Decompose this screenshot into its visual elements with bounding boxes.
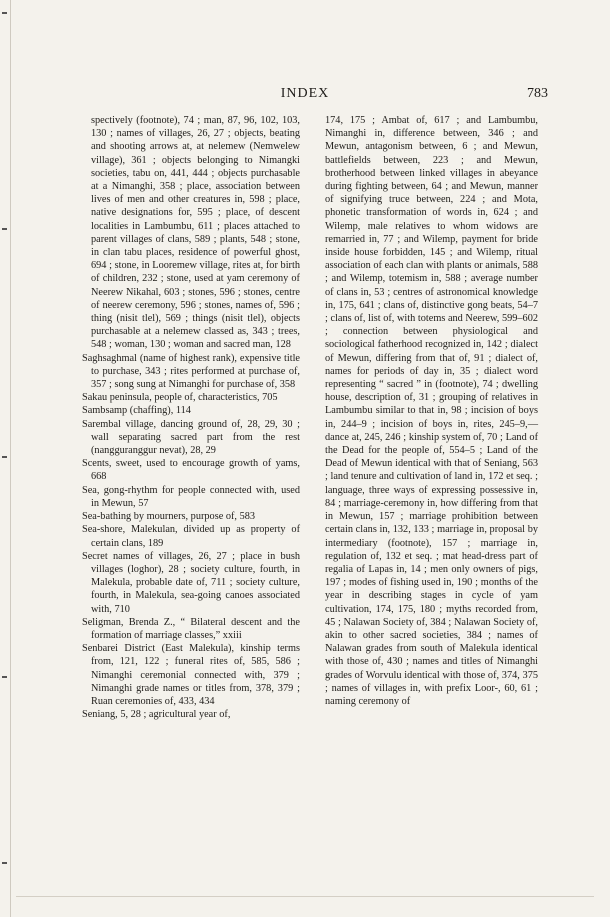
index-entry: spectively (footnote), 74 ; man, 87, 96, 102, 103, 130 ; names of villages, 26, 27 ; objects, beating and shooting arrows at, at nelemew (Nemwelew village), 361 ; objects belonging to Nimangki societies, tabu on, 441, 444 ; objects purchasable at a Nimanghi, 358 ; place, association between lives of men and other creatures in, 598 ; place, native designations for, 595 ; place, of descent localities in Lambumbu, 611 ; places attached to parent villages of clans, 589 ; plants, 548 ; stone, in clan tabu places, residence of powerful ghost, 694 ; stone, in Looremew village, rites at, for birth of children, 232 ; stone, used at yam ceremony of Neerew Nikahal, 603 ; stones, 596 ; stones, centre of neerew ceremony, 596 ; stones, names of, 596 ; thing (nisit tlel), 569 ; things (nisit tlel), objects purchasable at a nelemew classed as, 343 ; trees, 548 ; woman, 130 ; woman and sacred man, 128 (91, 115, 300, 351)
index-entry: Sambsamp (chaffing), 114 (82, 405, 191, 417)
index-entry: Sea-bathing by mourners, purpose of, 583 (82, 511, 256, 523)
index-entry: Secret names of villages, 26, 27 ; place in bush villages (loghor), 28 ; society culture, fourth, in Malekula, probable date of, 711 ; society culture, fourth, in Malekula, sea-going canoes associated with, 710 (82, 550, 300, 615)
binding-notch (2, 12, 7, 14)
binding-notch (2, 456, 7, 458)
index-entry: 174, 175 ; Ambat of, 617 ; and Lambumbu, Nimanghi in, difference between, 346 ; and Mewun, antagonism between, 6 ; and Mewun, battlefields between, 223 ; and Mewun, brotherhood between linked villages in abeyance during fighting between, 64 ; and Mewun, manner of signifying truce between, 224 ; and Mota, phonetic transformation of words in, 624 ; and Wilemp, male relatives to whom widows are remarried in, 77 ; and Wilemp, payment for bride inside house forbidden, 145 ; and Wilemp, ritual association of each clan with plants or animals, 588 ; and Wilemp, totemism in, 588 ; average number of clans in, 53 ; centres of astronomical knowledge in, 175, 641 ; clans of, distinctive gong beats, 54–7 ; clans of, list of, with totems and Neerew, 599–602 ; connection between physiological and sociological fatherhood recognized in, 142 ; dialect of Mewun, differing from that of, 91 ; dialect of, names for periods of day in, 35 ; dialect word representing “ sacred ” in (footnote), 74 ; dwelling house, description of, 31 ; grouping of relatives in Lambumbu similar to that in, 98 ; incision of boys in, 244–9 ; incision of boys in, rites, 245–9,—dance at, 245, 246 ; kinship system of, 70 ; Land of the Dead for the people of, 554–5 ; Land of the Dead of Mewun identical with that of Seniang, 563 ; land tenure and cultivation of land in, 172 et seq. ; language, three ways of expressing possessive in, 84 ; marriage-ceremony in, how differing from that in Mewun, 157 ; marriage prohibition between certain clans in, 132, 133 ; marriage in, proposal by intermediary (footnote), 157 ; marriage in, regulation of, 132 et seq. ; mat head-dress part of regalia of Lapas in, 14 ; men only owners of pigs, 197 ; modes of fishing used in, 190 ; months of the year in describing stages in cycle of yam cultivation, 174, 175, 180 ; myths recorded from, 45 ; Nalawan Society of, 384 ; Nalawan Society of, akin to other sacred societies, 384 ; names of Nalawan grades from south of Malekula identical with those of, 430 ; names and titles of Nimanghi grades of Worvulu identical with those of, 374, 375 ; names of villages in, with prefix Loor-, 60, 61 ; naming ceremony of (325, 115, 538, 707)
running-title: INDEX (280, 86, 330, 101)
index-entry: Scents, sweet, used to encourage growth of yams, 668 (82, 458, 300, 483)
index-entry: Seniang, 5, 28 ; agricultural year of, (82, 709, 231, 721)
index-column-right (316, 114, 538, 708)
index-entry: Sarembal village, dancing ground of, 28, 29, 30 ; wall separating sacred part from the rest (nangguranggur nevat), 28, 29 (82, 418, 300, 457)
page-edge (16, 896, 594, 897)
binding-notch (2, 228, 7, 230)
binding-notch (2, 676, 7, 678)
index-entry: Sakau peninsula, people of, characteristics, 705 (82, 392, 278, 404)
index-entry: Senbarei District (East Malekula), kinship terms from, 121, 122 ; funeral rites of, 585, 586 ; Nimanghi ceremonial connected with, 379 ; Nimanghi grade names or titles from, 378, 379 ; Ruan ceremonies of, 433, 434 (82, 643, 300, 707)
binding-edge (0, 0, 11, 917)
index-entry: Sea-shore, Malekulan, divided up as property of certain clans, 189 (82, 524, 300, 549)
index-entry: Seligman, Brenda Z., “ Bilateral descent and the formation of marriage classes,” xxiii (82, 616, 300, 641)
index-entry: Saghsaghmal (name of highest rank), expensive title to purchase, 343 ; rites performed at purchase of, 357 ; song sung at Nimanghi for purchase of, 358 (82, 352, 300, 391)
binding-notch (2, 862, 7, 864)
index-column-left (82, 114, 300, 721)
page-header (0, 86, 610, 106)
page-number: 783 (527, 86, 548, 101)
index-entry: Sea, gong-rhythm for people connected with, used in Mewun, 57 (82, 484, 300, 509)
